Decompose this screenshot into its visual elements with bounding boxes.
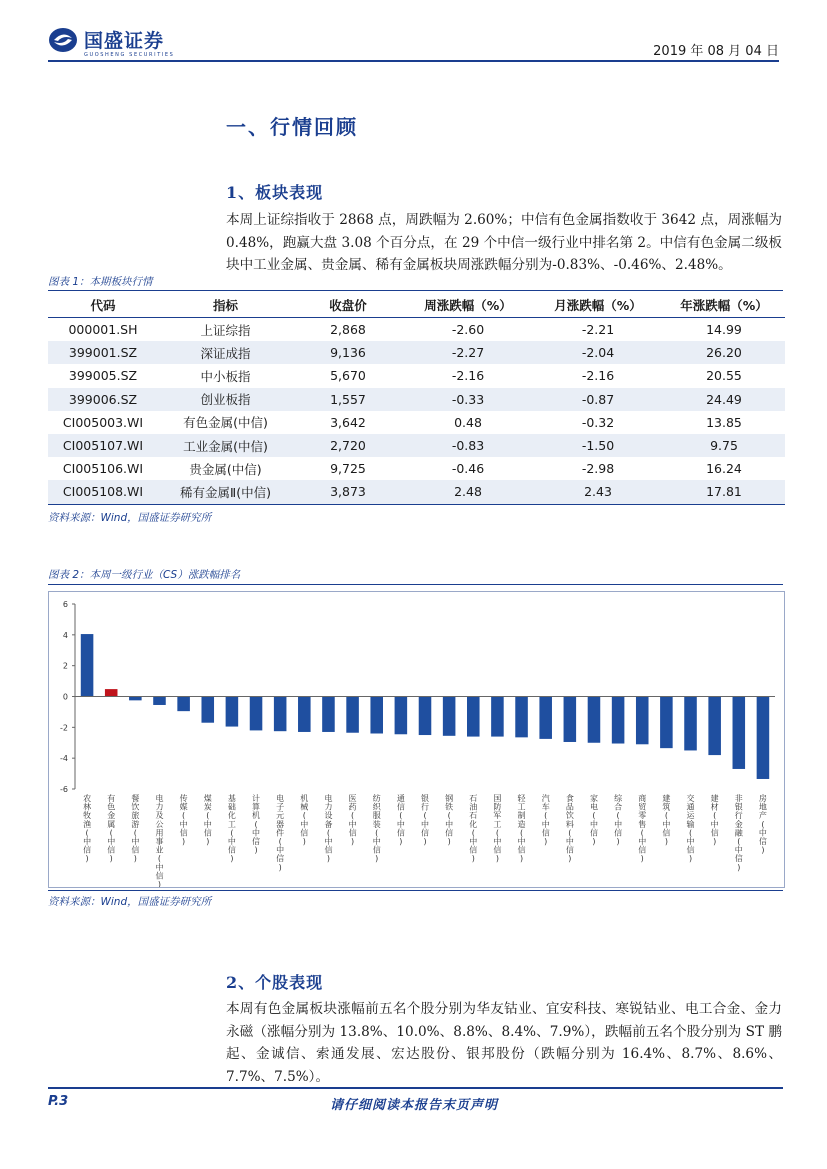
cell-week: -0.33	[403, 388, 533, 411]
y-tick-label: 6	[62, 600, 68, 609]
bar	[105, 689, 118, 696]
bar	[153, 697, 166, 705]
bar	[370, 697, 383, 734]
bar	[226, 697, 239, 727]
bar	[395, 697, 408, 735]
x-tick-label: 银行(中信)	[421, 794, 429, 846]
cell-month: -2.21	[581, 322, 615, 338]
x-tick-label: 食品饮料(中信)	[565, 794, 574, 864]
col-header-year: 年涨跌幅（%）	[663, 293, 785, 318]
table-row	[48, 480, 785, 504]
x-tick-label: 国防军工(中信)	[493, 794, 502, 864]
x-tick-label: 建材(中信)	[710, 794, 719, 846]
table-row	[48, 434, 785, 457]
cell-close: 3,642	[330, 414, 366, 430]
bar	[298, 697, 311, 732]
figure2-top-rule	[48, 584, 783, 585]
header-rule	[48, 60, 779, 62]
bar	[129, 697, 142, 701]
x-tick-label: 有色金属(中信)	[107, 794, 116, 864]
x-tick-label: 电力及公用事业(中信)	[155, 794, 164, 887]
cell-index: 稀有金属Ⅱ(中信)	[158, 480, 293, 504]
x-tick-label: 建筑(中信)	[662, 794, 671, 846]
cell-close: 9,136	[293, 341, 403, 364]
figure2-label: 图表 2：本周一级行业（CS）涨跌幅排名	[48, 569, 241, 581]
bar	[443, 697, 456, 736]
cell-close: 5,670	[330, 368, 366, 384]
x-tick-label: 通信(中信)	[396, 794, 405, 846]
x-tick-label: 汽车(中信)	[541, 794, 550, 846]
cell-year: 9.75	[663, 434, 785, 457]
cell-close: 2,720	[293, 434, 403, 457]
cell-month: -2.04	[533, 341, 663, 364]
bar	[564, 697, 577, 742]
cell-year: 17.81	[663, 480, 785, 504]
cell-year: 16.24	[706, 461, 742, 477]
bar	[467, 697, 480, 737]
bar	[250, 697, 263, 731]
bar	[588, 697, 601, 743]
industry-chart-frame	[48, 591, 785, 888]
x-tick-label: 综合(中信)	[614, 794, 623, 846]
figure2-source: 资料来源：Wind，国盛证券研究所	[48, 896, 212, 908]
table-row	[48, 318, 785, 342]
company-name-en: GUOSHENG SECURITIES	[84, 52, 175, 58]
cell-code: 399005.SZ	[68, 368, 138, 384]
y-tick-label: -2	[60, 723, 68, 733]
cell-week: -0.83	[403, 434, 533, 457]
x-tick-label: 农林牧渔(中信)	[83, 794, 92, 864]
x-tick-label: 轻工制造(中信)	[517, 794, 526, 864]
cell-week: -2.60	[451, 322, 485, 338]
bar	[612, 697, 625, 744]
table1-top-rule	[48, 290, 783, 291]
cell-year: 24.49	[663, 388, 785, 411]
cell-month: -0.32	[581, 414, 615, 430]
cell-year: 14.99	[706, 322, 742, 338]
bar	[491, 697, 504, 737]
x-tick-label: 餐饮旅游(中信)	[131, 794, 140, 864]
x-tick-label: 医药(中信)	[348, 794, 357, 846]
cell-week: 0.48	[454, 414, 482, 430]
x-tick-label: 纺织服装(中信)	[372, 794, 381, 864]
stock-performance-paragraph: 本周有色金属板块涨幅前五名个股分别为华友钴业、宜安科技、寒锐钴业、电工合金、金力永磁（涨幅分别为 13.8%、10.0%、8.8%、8.4%、7.9%），跌幅前五名个股分别为 ST 鹏起、金诚信、索通发展、宏达股份、银邦股份（跌幅分别为 16.4%、8.7%、8.6%、7.7%、7.5%）。	[226, 1001, 782, 1085]
x-tick-label: 商贸零售(中信)	[638, 794, 647, 864]
y-tick-label: 0	[62, 692, 68, 702]
cell-close: 9,725	[330, 461, 366, 477]
cell-close: 3,873	[293, 480, 403, 504]
y-tick-label: -6	[60, 785, 68, 794]
table1-label: 图表 1：本期板块行情	[48, 276, 153, 288]
table-row	[48, 457, 785, 480]
x-tick-label: 煤炭(中信)	[203, 794, 212, 846]
cell-week: -2.27	[403, 341, 533, 364]
table-row	[48, 388, 785, 411]
bar	[539, 697, 552, 739]
bar	[660, 697, 673, 749]
cell-code: CI005003.WI	[62, 414, 144, 430]
cell-code: CI005107.WI	[48, 434, 158, 457]
x-tick-label: 交通运输(中信)	[686, 794, 695, 864]
table-row	[48, 411, 785, 434]
table1-source: 资料来源：Wind，国盛证券研究所	[48, 512, 212, 524]
cell-close: 2,868	[330, 322, 366, 338]
company-logo	[48, 26, 164, 53]
cell-index: 工业金属(中信)	[158, 434, 293, 457]
x-tick-label: 家电(中信)	[589, 794, 598, 846]
disclaimer-note: 请仔细阅读本报告末页声明	[330, 1098, 499, 1113]
cell-year: 20.55	[706, 368, 742, 384]
cell-week: 2.48	[403, 480, 533, 504]
x-tick-label: 电力设备(中信)	[324, 794, 333, 864]
col-header-close: 收盘价	[293, 293, 403, 318]
x-tick-label: 基础化工(中信)	[227, 794, 236, 864]
bar	[419, 697, 432, 736]
col-header-week: 周涨跌幅（%）	[403, 293, 533, 318]
cell-month: -0.87	[533, 388, 663, 411]
subsection-title-stocks: 2、个股表现	[226, 973, 324, 992]
table-row	[48, 364, 785, 387]
industry-bar-chart	[49, 592, 784, 887]
cell-month: 2.43	[533, 480, 663, 504]
col-header-month: 月涨跌幅（%）	[533, 293, 663, 318]
bar	[708, 697, 721, 756]
sector-table	[48, 293, 785, 505]
table-row	[48, 341, 785, 364]
cell-index: 中小板指	[200, 368, 251, 384]
bar	[515, 697, 528, 738]
x-tick-label: 石油石化(中信)	[469, 794, 478, 864]
cell-month: -2.16	[581, 368, 615, 384]
y-tick-label: -4	[60, 754, 68, 764]
bar	[346, 697, 359, 733]
bar	[636, 697, 649, 745]
x-tick-label: 计算机(中信)	[252, 794, 261, 855]
x-tick-label: 传媒(中信)	[179, 794, 188, 846]
cell-code: CI005106.WI	[62, 461, 144, 477]
cell-code: 399006.SZ	[48, 388, 158, 411]
cell-code: 000001.SH	[68, 322, 138, 338]
cell-month: -1.50	[533, 434, 663, 457]
page-number: P.3	[48, 1094, 69, 1109]
cell-year: 26.20	[663, 341, 785, 364]
cell-index: 上证综指	[200, 322, 251, 338]
report-date: 2019 年 08 月 04 日	[653, 44, 779, 59]
y-tick-label: 4	[62, 630, 68, 640]
guosheng-logo-icon	[48, 27, 78, 53]
bar	[81, 634, 94, 696]
cell-week: -0.46	[451, 461, 485, 477]
bar	[274, 697, 287, 732]
cell-index: 贵金属(中信)	[189, 461, 262, 477]
table-header-row	[48, 293, 785, 318]
cell-week: -2.16	[451, 368, 485, 384]
sector-performance-paragraph: 本周上证综指收于 2868 点，周跌幅为 2.60%；中信有色金属指数收于 3642 点，周涨幅为 0.48%，跑赢大盘 3.08 个百分点，在 29 个中信一级行业中排名第 2。中信有色金属二级板块中工业金属、贵金属、稀有金属板块周涨跌幅分别为-0.83%、-0.46%、2.48%。	[226, 212, 783, 273]
footer-rule	[48, 1087, 783, 1089]
bar	[201, 697, 214, 723]
x-tick-label: 非银行金融(中信)	[734, 794, 743, 872]
cell-code: 399001.SZ	[48, 341, 158, 364]
x-tick-label: 钢铁(中信)	[445, 794, 454, 846]
cell-index: 创业板指	[158, 388, 293, 411]
cell-month: -2.98	[581, 461, 615, 477]
bar	[322, 697, 335, 732]
x-tick-label: 房地产(中信)	[758, 794, 767, 855]
cell-close: 1,557	[293, 388, 403, 411]
company-name: 国盛证券	[84, 30, 165, 52]
col-header-index: 指标	[158, 293, 293, 318]
bar	[177, 697, 190, 712]
figure2-bottom-rule	[48, 890, 783, 891]
y-tick-label: 2	[62, 661, 68, 671]
section-title: 一、行情回顾	[226, 115, 358, 139]
subsection-title-sector: 1、板块表现	[226, 183, 324, 202]
cell-index: 深证成指	[158, 341, 293, 364]
bar	[757, 697, 770, 779]
cell-year: 13.85	[706, 414, 742, 430]
bar	[684, 697, 697, 751]
col-header-code: 代码	[48, 293, 158, 318]
x-tick-label: 机械(中信)	[300, 794, 309, 846]
bar	[733, 697, 746, 769]
cell-index: 有色金属(中信)	[183, 415, 268, 431]
cell-code: CI005108.WI	[48, 480, 158, 504]
x-tick-label: 电子元器件(中信)	[276, 794, 285, 872]
